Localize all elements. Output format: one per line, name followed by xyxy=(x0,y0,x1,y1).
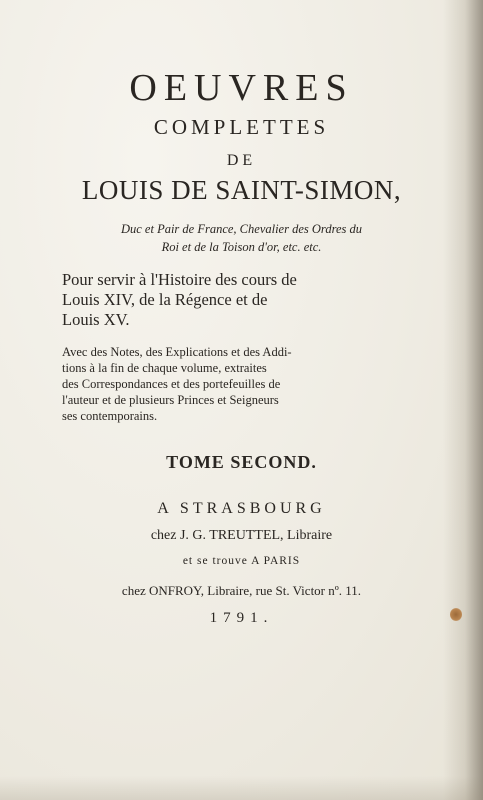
book-subtitle: COMPLETTES xyxy=(153,115,330,139)
notes-line: des Correspondances et des portefeuilles de xyxy=(62,377,281,391)
purpose-line: Pour servir à l'Histoire des cours de xyxy=(62,270,297,289)
notes-line: Avec des Notes, des Explications et des Addi- xyxy=(62,345,292,359)
publication-year: 1791. xyxy=(209,610,274,626)
notes-line: ses contemporains. xyxy=(62,409,158,423)
author-titles-line-2: Roi et de la Toison d'or, etc. etc. xyxy=(161,240,322,254)
purpose-line: Louis XIV, de la Régence et de xyxy=(62,290,268,309)
author-name: LOUIS DE SAINT-SIMON, xyxy=(81,175,402,205)
book-title: OEUVRES xyxy=(129,67,354,109)
seller-line: chez ONFROY, Libraire, rue St. Victor nº. 11. xyxy=(121,583,362,598)
volume-label: TOME SECOND. xyxy=(166,452,317,472)
publisher-line: chez J. G. TREUTTEL, Libraire xyxy=(150,528,333,543)
author-titles-line-1: Duc et Pair de France, Chevalier des Ordres du xyxy=(120,222,363,236)
notes-statement xyxy=(62,344,386,424)
preposition-de: DE xyxy=(226,152,257,169)
purpose-statement xyxy=(62,270,382,330)
notes-line: tions à la fin de chaque volume, extraites xyxy=(62,361,267,375)
place-of-publication: A STRASBOURG xyxy=(157,500,326,517)
also-found-line: et se trouve A PARIS xyxy=(182,555,301,567)
paper-bottom-edge xyxy=(0,776,483,800)
notes-line: l'auteur et de plusieurs Princes et Seigneurs xyxy=(62,393,279,407)
purpose-line: Louis XV. xyxy=(62,310,130,329)
